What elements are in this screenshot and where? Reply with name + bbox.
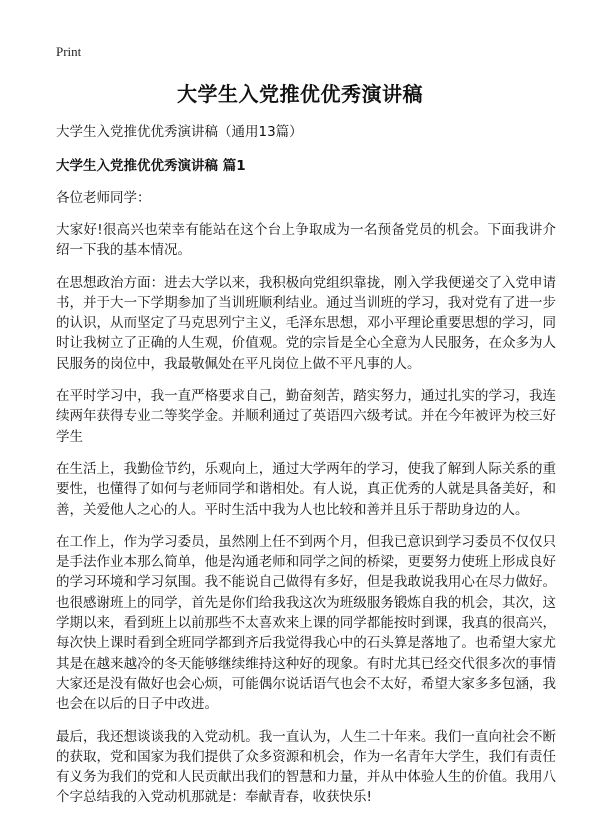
paragraph: 在生活上，我勤俭节约，乐观向上，通过大学两年的学习，使我了解到人际关系的重要性，也懂得了如何与老师同学和谐相处。有人说，真正优秀的人就是具备美好，和善，关爱他人之心的人。平时生活中我为人也比较和善并且乐于帮助身边的人。 [56,460,556,518]
paragraph: 最后，我还想谈谈我的入党动机。我一直认为，人生二十年来。我们一直向社会不断的获取，党和国家为我们提供了众多资源和机会，作为一名青年大学生，我们有责任有义务为我们的党和人民贡献出我们的智慧和力量，并从中体验人生的价值。我用八个字总结我的入党动机那就是：奉献青春，收获快乐! [56,728,556,806]
document-body [56,122,556,820]
salutation: 各位老师同学： [56,190,151,206]
paragraph: 在思想政治方面：进去大学以来，我积极向党组织靠拢，刚入学我便递交了入党申请书，并于大一下学期参加了当训班顺利结业。通过当训班的学习，我对党有了进一步的认识，从而坚定了马克思列宁主义，毛泽东思想，邓小平理论重要思想的学习，同时让我树立了正确的人生观，价值观。党的宗旨是全心全意为人民服务，在众多为人民服务的岗位中，我最敬佩处在平凡岗位上做不平凡事的人。 [56,274,556,372]
paragraph: 在平时学习中，我一直严格要求自己，勤奋刻苦，踏实努力，通过扎实的学习，我连续两年获得专业二等奖学金。并顺利通过了英语四六级考试。并在今年被评为校三好学生 [56,388,556,445]
document-title: 大学生入党推优优秀演讲稿 [177,82,423,106]
print-link[interactable]: Print [56,44,82,59]
section-heading: 大学生入党推优优秀演讲稿 篇1 [56,158,246,174]
document-subtitle: 大学生入党推优优秀演讲稿（通用13篇） [56,124,303,140]
paragraph: 在工作上，作为学习委员，虽然刚上任不到两个月，但我已意识到学习委员不仅仅只是手法作业本那么简单，他是沟通老师和同学之间的桥梁，更要努力使班上形成良好的学习环境和学习氛围。我不能说自己做得有多好，但是我敢说我用心在尽力做好。也很感谢班上的同学，首先是你们给我我这次为班级服务锻炼自我的机会，其次，这学期以来，看到班上以前那些不太喜欢来上课的同学都能按时到课，我真的很高兴，每次快上课时看到全班同学都到齐后我觉得我心中的石头算是落地了。也希望大家尤其是在越来越冷的冬天能够继续维持这种好的现象。有时尤其已经交代很多次的事情大家还是没有做好也会心烦，可能偶尔说话语气也会不太好，希望大家多多包涵，我也会在以后的日子中改进。 [56,533,556,713]
paragraph: 大家好!很高兴也荣幸有能站在这个台上争取成为一名预备党员的机会。下面我讲介绍一下我的基本情况。 [56,222,556,259]
